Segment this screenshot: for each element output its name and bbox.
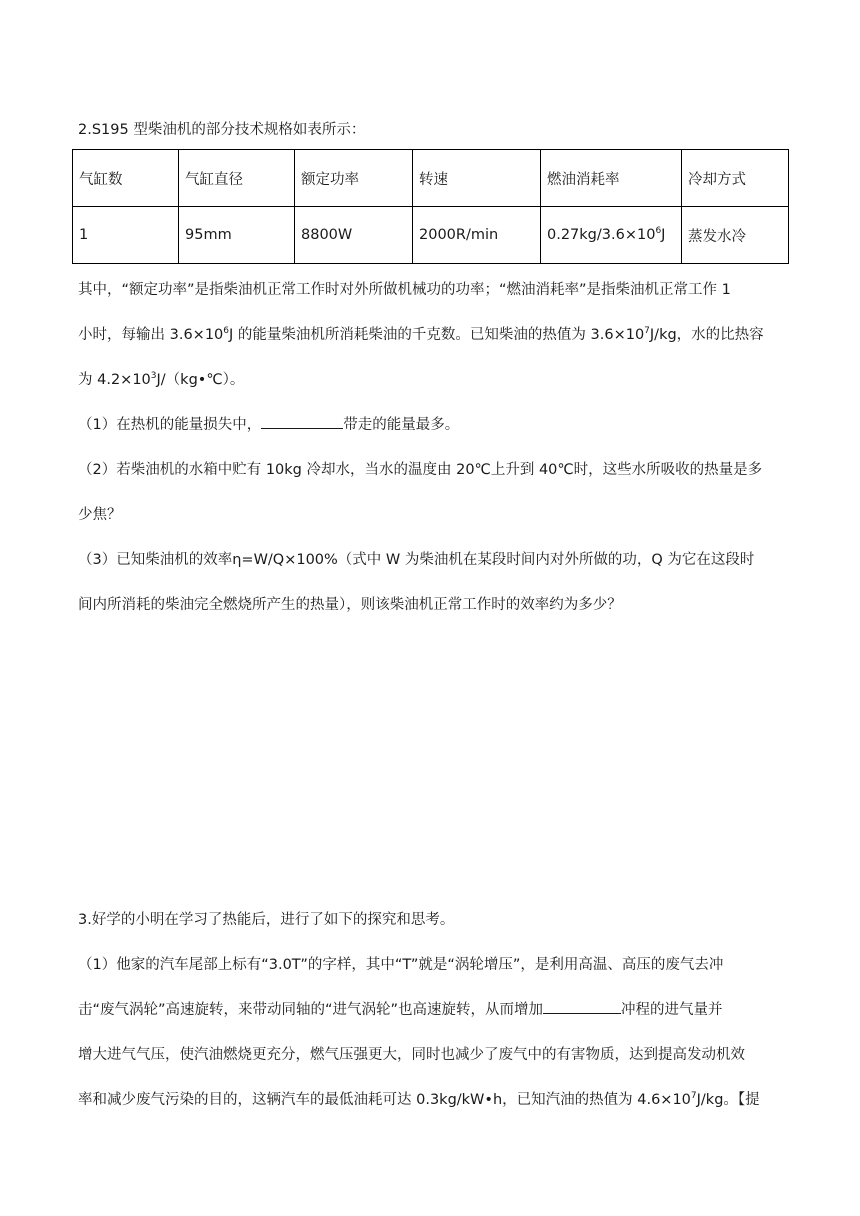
paragraph-line <box>78 368 244 389</box>
table-header-cell: 冷却方式 <box>682 150 789 207</box>
text-segment: J/（kg•℃）。 <box>156 372 245 388</box>
text-segment: 带走的能量最多。 <box>343 417 460 433</box>
question-2-title: 2.S195 型柴油机的部分技术规格如表所示： <box>78 122 366 138</box>
text-segment: 冲程的进气量并 <box>621 1002 723 1018</box>
text-segment: J/kg，水的比热容 <box>649 327 764 343</box>
subquestion-2-line: （2）若柴油机的水箱中贮有 10kg 冷却水，当水的温度由 20℃上升到 40℃时，这些水所吸收的热量是多 <box>78 462 763 478</box>
paragraph-line: （1）他家的汽车尾部上标有“3.0T”的字样，其中“T”就是“涡轮增压”，是利用高温、高压的废气去冲 <box>78 957 724 973</box>
text-segment: 击“废气涡轮”高速旋转，来带动同轴的“进气涡轮”也高速旋转，从而增加 <box>78 1002 544 1018</box>
table-header-cell: 气缸直径 <box>179 150 295 207</box>
paragraph-line <box>78 998 723 1019</box>
paragraph-line <box>78 1088 760 1109</box>
answer-blank[interactable] <box>543 999 621 1014</box>
text-segment: 为 4.2×10 <box>78 372 151 388</box>
text-segment: （1）在热机的能量损失中， <box>78 417 262 433</box>
text-segment: J/kg。【提 <box>696 1092 760 1108</box>
fuel-rate-exponent: 6 <box>655 226 662 236</box>
exponent: 6 <box>223 326 230 336</box>
table-cell: 2000R/min <box>413 207 541 264</box>
table-header-cell: 额定功率 <box>295 150 413 207</box>
exponent: 7 <box>690 1091 697 1101</box>
table-cell: 8800W <box>295 207 413 264</box>
exponent: 3 <box>150 371 157 381</box>
text-segment: 小时，每输出 3.6×10 <box>78 327 224 343</box>
subquestion-2-line: 少焦？ <box>78 507 122 523</box>
subquestion-3-line: 间内所消耗的柴油完全燃烧所产生的热量），则该柴油机正常工作时的效率约为多少？ <box>78 597 622 613</box>
table-cell: 95mm <box>179 207 295 264</box>
answer-blank[interactable] <box>261 414 343 429</box>
table-header-cell: 转速 <box>413 150 541 207</box>
paragraph-line: 其中，“额定功率”是指柴油机正常工作时对外所做机械功的功率；“燃油消耗率”是指柴油机正常工作 1 <box>78 282 731 298</box>
question-3-title: 3.好学的小明在学习了热能后，进行了如下的探究和思考。 <box>78 912 455 928</box>
table-cell-fuel-rate <box>541 207 682 264</box>
paragraph-line: 增大进气气压，使汽油燃烧更充分，燃气压强更大，同时也减少了废气中的有害物质，达到提高发动机效 <box>78 1047 745 1063</box>
subquestion-1 <box>78 413 459 434</box>
subquestion-3-line: （3）已知柴油机的效率η=W/Q×100%（式中 W 为柴油机在某段时间内对外所做的功，Q 为它在这段时 <box>78 552 755 568</box>
text-segment: J 的能量柴油机所消耗柴油的千克数。已知柴油的热值为 3.6×10 <box>229 327 645 343</box>
table-cell: 1 <box>73 207 179 264</box>
table-header-cell: 气缸数 <box>73 150 179 207</box>
paragraph-line <box>78 323 764 344</box>
text-segment: 率和减少废气污染的目的，这辆汽车的最低油耗可达 0.3kg/kW•h，已知汽油的热值为 4.6×10 <box>78 1092 691 1108</box>
fuel-rate-unit: J <box>661 227 666 243</box>
exponent: 7 <box>644 326 650 336</box>
table-cell: 蒸发水冷 <box>682 207 789 264</box>
spec-table <box>72 149 789 264</box>
table-header-cell: 燃油消耗率 <box>541 150 682 207</box>
table-row <box>73 207 789 264</box>
table-header-row <box>73 150 789 207</box>
fuel-rate-base: 0.27kg/3.6×10 <box>547 227 656 243</box>
